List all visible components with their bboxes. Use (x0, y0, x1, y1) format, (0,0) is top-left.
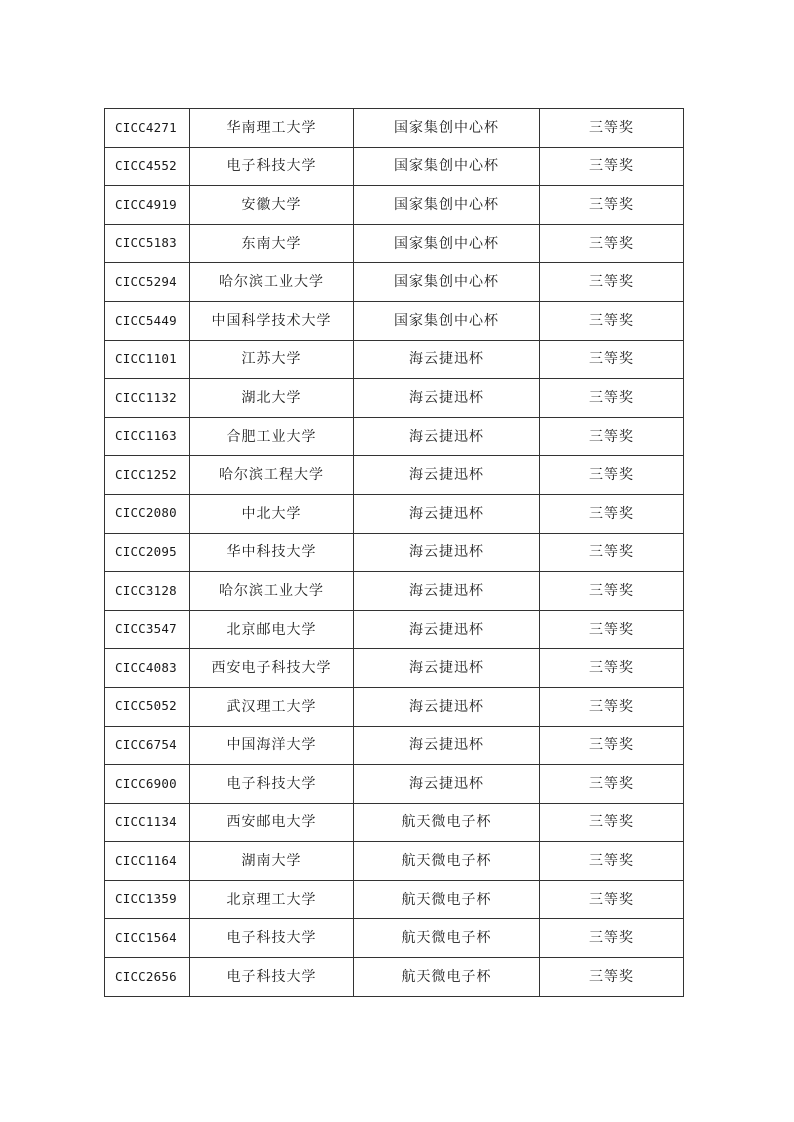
university-cell: 中国科学技术大学 (190, 301, 354, 340)
team-id-cell: CICC5183 (105, 224, 190, 263)
team-id-cell: CICC1163 (105, 417, 190, 456)
team-id-cell: CICC2656 (105, 958, 190, 997)
university-cell: 哈尔滨工业大学 (190, 263, 354, 302)
university-cell: 合肥工业大学 (190, 417, 354, 456)
university-cell: 中国海洋大学 (190, 726, 354, 765)
award-cell: 三等奖 (540, 109, 684, 148)
award-cell: 三等奖 (540, 417, 684, 456)
university-cell: 西安电子科技大学 (190, 649, 354, 688)
award-cell: 三等奖 (540, 765, 684, 804)
award-cell: 三等奖 (540, 649, 684, 688)
table-row (105, 186, 684, 225)
table-row (105, 958, 684, 997)
award-cell: 三等奖 (540, 726, 684, 765)
table-row (105, 340, 684, 379)
team-id-cell: CICC4271 (105, 109, 190, 148)
award-cell: 三等奖 (540, 301, 684, 340)
team-id-cell: CICC6754 (105, 726, 190, 765)
table-row (105, 919, 684, 958)
award-cell: 三等奖 (540, 610, 684, 649)
award-cell: 三等奖 (540, 533, 684, 572)
table-row (105, 880, 684, 919)
university-cell: 东南大学 (190, 224, 354, 263)
award-cell: 三等奖 (540, 263, 684, 302)
team-id-cell: CICC1132 (105, 379, 190, 418)
table-row (105, 109, 684, 148)
table-row (105, 726, 684, 765)
team-id-cell: CICC5294 (105, 263, 190, 302)
cup-cell: 海云捷迅杯 (354, 533, 540, 572)
university-cell: 湖南大学 (190, 842, 354, 881)
team-id-cell: CICC3547 (105, 610, 190, 649)
award-cell: 三等奖 (540, 224, 684, 263)
cup-cell: 海云捷迅杯 (354, 379, 540, 418)
award-cell: 三等奖 (540, 803, 684, 842)
table-row (105, 572, 684, 611)
university-cell: 江苏大学 (190, 340, 354, 379)
award-cell: 三等奖 (540, 494, 684, 533)
university-cell: 西安邮电大学 (190, 803, 354, 842)
cup-cell: 海云捷迅杯 (354, 572, 540, 611)
university-cell: 湖北大学 (190, 379, 354, 418)
university-cell: 电子科技大学 (190, 765, 354, 804)
cup-cell: 航天微电子杯 (354, 880, 540, 919)
cup-cell: 海云捷迅杯 (354, 687, 540, 726)
cup-cell: 国家集创中心杯 (354, 224, 540, 263)
cup-cell: 航天微电子杯 (354, 958, 540, 997)
table-row (105, 301, 684, 340)
university-cell: 北京理工大学 (190, 880, 354, 919)
team-id-cell: CICC1359 (105, 880, 190, 919)
award-cell: 三等奖 (540, 958, 684, 997)
university-cell: 安徽大学 (190, 186, 354, 225)
table-row (105, 842, 684, 881)
awards-table (104, 108, 684, 997)
cup-cell: 海云捷迅杯 (354, 726, 540, 765)
university-cell: 电子科技大学 (190, 919, 354, 958)
award-cell: 三等奖 (540, 919, 684, 958)
university-cell: 北京邮电大学 (190, 610, 354, 649)
university-cell: 武汉理工大学 (190, 687, 354, 726)
awards-table-body (105, 109, 684, 997)
award-cell: 三等奖 (540, 880, 684, 919)
team-id-cell: CICC5052 (105, 687, 190, 726)
cup-cell: 海云捷迅杯 (354, 494, 540, 533)
team-id-cell: CICC4083 (105, 649, 190, 688)
table-row (105, 417, 684, 456)
table-row (105, 765, 684, 804)
award-cell: 三等奖 (540, 842, 684, 881)
table-row (105, 533, 684, 572)
cup-cell: 海云捷迅杯 (354, 456, 540, 495)
award-cell: 三等奖 (540, 687, 684, 726)
team-id-cell: CICC5449 (105, 301, 190, 340)
cup-cell: 海云捷迅杯 (354, 610, 540, 649)
table-row (105, 224, 684, 263)
table-row (105, 263, 684, 302)
cup-cell: 航天微电子杯 (354, 842, 540, 881)
team-id-cell: CICC4552 (105, 147, 190, 186)
university-cell: 中北大学 (190, 494, 354, 533)
table-row (105, 456, 684, 495)
cup-cell: 海云捷迅杯 (354, 417, 540, 456)
team-id-cell: CICC1101 (105, 340, 190, 379)
award-cell: 三等奖 (540, 340, 684, 379)
table-row (105, 687, 684, 726)
team-id-cell: CICC1252 (105, 456, 190, 495)
cup-cell: 国家集创中心杯 (354, 301, 540, 340)
university-cell: 电子科技大学 (190, 147, 354, 186)
team-id-cell: CICC2080 (105, 494, 190, 533)
cup-cell: 海云捷迅杯 (354, 765, 540, 804)
team-id-cell: CICC3128 (105, 572, 190, 611)
table-row (105, 649, 684, 688)
cup-cell: 国家集创中心杯 (354, 147, 540, 186)
cup-cell: 国家集创中心杯 (354, 263, 540, 302)
team-id-cell: CICC1564 (105, 919, 190, 958)
award-cell: 三等奖 (540, 572, 684, 611)
university-cell: 华中科技大学 (190, 533, 354, 572)
cup-cell: 航天微电子杯 (354, 919, 540, 958)
team-id-cell: CICC1134 (105, 803, 190, 842)
award-cell: 三等奖 (540, 456, 684, 495)
award-cell: 三等奖 (540, 147, 684, 186)
university-cell: 哈尔滨工业大学 (190, 572, 354, 611)
table-row (105, 379, 684, 418)
team-id-cell: CICC4919 (105, 186, 190, 225)
table-row (105, 494, 684, 533)
cup-cell: 海云捷迅杯 (354, 649, 540, 688)
cup-cell: 航天微电子杯 (354, 803, 540, 842)
cup-cell: 海云捷迅杯 (354, 340, 540, 379)
team-id-cell: CICC2095 (105, 533, 190, 572)
team-id-cell: CICC1164 (105, 842, 190, 881)
university-cell: 哈尔滨工程大学 (190, 456, 354, 495)
award-cell: 三等奖 (540, 379, 684, 418)
university-cell: 电子科技大学 (190, 958, 354, 997)
cup-cell: 国家集创中心杯 (354, 109, 540, 148)
table-row (105, 147, 684, 186)
university-cell: 华南理工大学 (190, 109, 354, 148)
team-id-cell: CICC6900 (105, 765, 190, 804)
table-row (105, 610, 684, 649)
table-row (105, 803, 684, 842)
cup-cell: 国家集创中心杯 (354, 186, 540, 225)
award-cell: 三等奖 (540, 186, 684, 225)
